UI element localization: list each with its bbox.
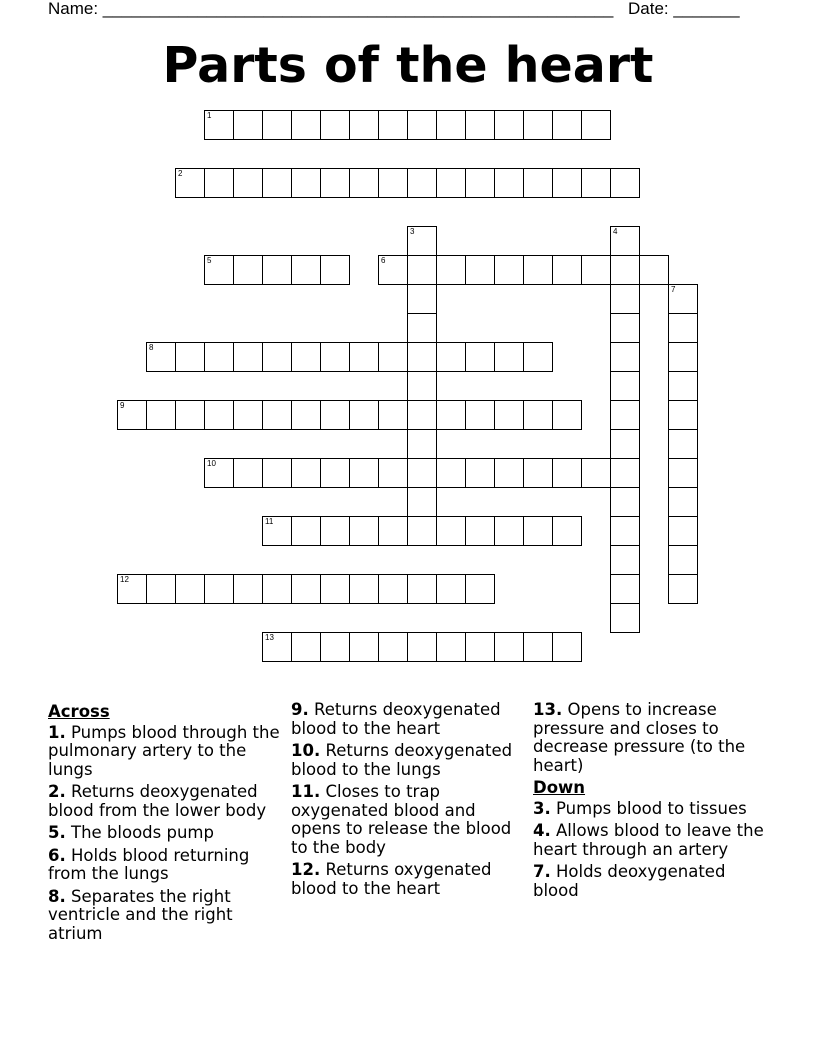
crossword-cell[interactable] — [610, 342, 640, 372]
clue-across-12 — [291, 861, 527, 898]
crossword-cell[interactable] — [465, 255, 495, 285]
crossword-cell[interactable] — [668, 284, 698, 314]
crossword-cell[interactable] — [610, 429, 640, 459]
crossword-cell[interactable] — [262, 342, 292, 372]
cell-number: 6 — [381, 256, 386, 265]
crossword-cell[interactable] — [349, 632, 379, 662]
cell-number: 3 — [410, 227, 415, 236]
cell-number: 10 — [207, 459, 216, 468]
crossword-cell[interactable] — [320, 110, 350, 140]
crossword-cell[interactable] — [349, 458, 379, 488]
clue-text: Separates the right ventricle and the right atrium — [48, 886, 233, 943]
crossword-cell[interactable] — [610, 168, 640, 198]
crossword-cell[interactable] — [581, 168, 611, 198]
crossword-cell[interactable] — [146, 574, 176, 604]
crossword-cell[interactable] — [465, 632, 495, 662]
clue-across-11 — [291, 783, 527, 857]
crossword-cell[interactable] — [378, 632, 408, 662]
clue-number: 13. — [533, 700, 563, 719]
crossword-cell[interactable] — [349, 574, 379, 604]
crossword-cell[interactable] — [407, 516, 437, 546]
crossword-cell[interactable] — [465, 168, 495, 198]
crossword-cell[interactable] — [523, 458, 553, 488]
clue-down-4 — [533, 822, 769, 859]
clue-text: Pumps blood to tissues — [556, 798, 747, 818]
crossword-cell[interactable] — [610, 574, 640, 604]
clue-number: 7. — [533, 862, 551, 881]
crossword-cell[interactable] — [610, 371, 640, 401]
crossword-cell[interactable] — [291, 458, 321, 488]
crossword-cell[interactable] — [465, 400, 495, 430]
crossword-cell[interactable] — [407, 313, 437, 343]
crossword-cell[interactable] — [523, 342, 553, 372]
crossword-cell[interactable] — [523, 400, 553, 430]
crossword-cell[interactable] — [668, 516, 698, 546]
crossword-cell[interactable] — [262, 110, 292, 140]
cell-number: 5 — [207, 256, 212, 265]
crossword-cell[interactable] — [436, 458, 466, 488]
crossword-cell[interactable] — [349, 400, 379, 430]
clue-text: Returns deoxygenated blood to the lungs — [291, 741, 513, 779]
crossword-cell[interactable] — [175, 342, 205, 372]
cell-number: 12 — [120, 575, 129, 584]
crossword-cell[interactable] — [204, 168, 234, 198]
crossword-cell[interactable] — [436, 400, 466, 430]
crossword-cell[interactable] — [407, 226, 437, 256]
clue-across-10 — [291, 742, 527, 779]
crossword-cell[interactable] — [378, 255, 408, 285]
crossword-cell[interactable] — [436, 110, 466, 140]
crossword-cell[interactable] — [233, 255, 263, 285]
crossword-cell[interactable] — [465, 574, 495, 604]
clue-across-13 — [533, 701, 769, 775]
crossword-cell[interactable] — [204, 458, 234, 488]
clue-across-1 — [48, 724, 284, 780]
clue-across-6 — [48, 847, 284, 884]
crossword-cell[interactable] — [320, 342, 350, 372]
crossword-cell[interactable] — [581, 255, 611, 285]
crossword-cell[interactable] — [494, 168, 524, 198]
crossword-cell[interactable] — [378, 110, 408, 140]
crossword-cell[interactable] — [349, 110, 379, 140]
clues-column-3 — [533, 701, 769, 904]
crossword-cell[interactable] — [610, 226, 640, 256]
crossword-cell[interactable] — [233, 574, 263, 604]
crossword-cell[interactable] — [262, 632, 292, 662]
crossword-cell[interactable] — [610, 545, 640, 575]
crossword-cell[interactable] — [378, 168, 408, 198]
crossword-cell[interactable] — [552, 255, 582, 285]
crossword-cell[interactable] — [175, 400, 205, 430]
clue-text: The bloods pump — [71, 823, 214, 842]
crossword-cell[interactable] — [262, 255, 292, 285]
crossword-cell[interactable] — [610, 487, 640, 517]
crossword-cell[interactable] — [291, 574, 321, 604]
crossword-cell[interactable] — [523, 255, 553, 285]
crossword-cell[interactable] — [407, 168, 437, 198]
date-field: Date: _______ — [628, 0, 740, 18]
clue-number: 5. — [48, 823, 66, 842]
crossword-cell[interactable] — [436, 342, 466, 372]
crossword-cell[interactable] — [610, 458, 640, 488]
crossword-cell[interactable] — [436, 574, 466, 604]
clue-number: 9. — [291, 700, 309, 719]
crossword-cell[interactable] — [668, 429, 698, 459]
crossword-cell[interactable] — [320, 632, 350, 662]
crossword-cell[interactable] — [233, 110, 263, 140]
crossword-cell[interactable] — [436, 255, 466, 285]
crossword-cell[interactable] — [465, 110, 495, 140]
crossword-cell[interactable] — [494, 632, 524, 662]
crossword-cell[interactable] — [262, 574, 292, 604]
crossword-cell[interactable] — [349, 516, 379, 546]
crossword-cell[interactable] — [407, 487, 437, 517]
crossword-cell[interactable] — [581, 458, 611, 488]
crossword-cell[interactable] — [610, 313, 640, 343]
crossword-cell[interactable] — [552, 110, 582, 140]
crossword-cell[interactable] — [378, 458, 408, 488]
crossword-cell[interactable] — [407, 574, 437, 604]
crossword-cell[interactable] — [610, 255, 640, 285]
across-heading: Across — [48, 702, 110, 721]
clue-number: 8. — [48, 886, 66, 906]
crossword-cell[interactable] — [668, 342, 698, 372]
crossword-cell[interactable] — [668, 487, 698, 517]
crossword-cell[interactable] — [668, 400, 698, 430]
crossword-cell[interactable] — [378, 516, 408, 546]
crossword-cell[interactable] — [436, 632, 466, 662]
crossword-cell[interactable] — [668, 371, 698, 401]
crossword-cell[interactable] — [407, 284, 437, 314]
crossword-cell[interactable] — [494, 516, 524, 546]
down-heading: Down — [533, 778, 586, 797]
crossword-cell[interactable] — [320, 574, 350, 604]
crossword-cell[interactable] — [523, 516, 553, 546]
cell-number: 4 — [613, 227, 618, 236]
crossword-cell[interactable] — [494, 400, 524, 430]
crossword-cell[interactable] — [668, 313, 698, 343]
clue-text: Opens to increase pressure and closes to decrease pressure (to the heart) — [533, 700, 746, 775]
crossword-cell[interactable] — [204, 574, 234, 604]
crossword-cell[interactable] — [407, 429, 437, 459]
clue-number: 3. — [533, 798, 551, 818]
crossword-cell[interactable] — [407, 255, 437, 285]
clue-number: 4. — [533, 821, 551, 840]
clue-text: Closes to trap oxygenated blood and opens to release the blood to the body — [291, 782, 512, 857]
crossword-cell[interactable] — [291, 110, 321, 140]
crossword-cell[interactable] — [291, 342, 321, 372]
crossword-cell[interactable] — [610, 603, 640, 633]
crossword-cell[interactable] — [291, 255, 321, 285]
clue-text: Pumps blood through the pulmonary artery to the lungs — [48, 722, 280, 779]
crossword-cell[interactable] — [233, 458, 263, 488]
crossword-cell[interactable] — [320, 400, 350, 430]
crossword-cell[interactable] — [378, 574, 408, 604]
crossword-cell[interactable] — [552, 516, 582, 546]
crossword-cell[interactable] — [523, 110, 553, 140]
crossword-cell[interactable] — [523, 168, 553, 198]
crossword-cell[interactable] — [262, 458, 292, 488]
crossword-cell[interactable] — [233, 168, 263, 198]
crossword-cell[interactable] — [262, 516, 292, 546]
crossword-cell[interactable] — [465, 458, 495, 488]
clue-down-3 — [533, 800, 769, 819]
clue-across-9 — [291, 701, 527, 738]
crossword-cell[interactable] — [610, 516, 640, 546]
clue-number: 1. — [48, 722, 66, 742]
crossword-cell[interactable] — [378, 400, 408, 430]
crossword-cell[interactable] — [233, 342, 263, 372]
clue-across-2 — [48, 783, 284, 820]
crossword-cell[interactable] — [668, 458, 698, 488]
crossword-cell[interactable] — [204, 400, 234, 430]
crossword-cell[interactable] — [581, 110, 611, 140]
crossword-cell[interactable] — [320, 516, 350, 546]
crossword-cell[interactable] — [494, 342, 524, 372]
crossword-cell[interactable] — [320, 168, 350, 198]
clue-number: 11. — [291, 782, 321, 801]
clue-across-8 — [48, 888, 284, 944]
clue-down-7 — [533, 863, 769, 900]
crossword-cell[interactable] — [407, 632, 437, 662]
crossword-cell[interactable] — [552, 632, 582, 662]
crossword-cell[interactable] — [407, 110, 437, 140]
name-field: Name: ______________________________________________________ — [48, 0, 614, 18]
crossword-cell[interactable] — [494, 110, 524, 140]
clue-text: Returns oxygenated blood to the heart — [291, 860, 492, 898]
clue-number: 10. — [291, 741, 321, 760]
page-title: Parts of the heart — [162, 37, 654, 94]
crossword-cell[interactable] — [117, 574, 147, 604]
clues-column-2 — [291, 701, 527, 902]
crossword-cell[interactable] — [233, 400, 263, 430]
crossword-cell[interactable] — [320, 255, 350, 285]
crossword-cell[interactable] — [407, 342, 437, 372]
crossword-cell[interactable] — [610, 284, 640, 314]
cell-number: 9 — [120, 401, 125, 410]
crossword-cell[interactable] — [610, 400, 640, 430]
crossword-cell[interactable] — [378, 342, 408, 372]
crossword-cell[interactable] — [552, 458, 582, 488]
cell-number: 2 — [178, 169, 183, 178]
crossword-cell[interactable] — [552, 400, 582, 430]
clue-number: 6. — [48, 845, 66, 865]
crossword-cell[interactable] — [407, 400, 437, 430]
crossword-cell[interactable] — [639, 255, 669, 285]
crossword-cell[interactable] — [175, 168, 205, 198]
crossword-cell[interactable] — [204, 342, 234, 372]
clue-number: 12. — [291, 860, 321, 879]
crossword-cell[interactable] — [117, 400, 147, 430]
clue-text: Holds blood returning from the lungs — [48, 845, 250, 883]
crossword-cell[interactable] — [291, 168, 321, 198]
crossword-cell[interactable] — [175, 574, 205, 604]
crossword-cell[interactable] — [204, 110, 234, 140]
crossword-cell[interactable] — [262, 168, 292, 198]
crossword-cell[interactable] — [465, 516, 495, 546]
crossword-cell[interactable] — [494, 458, 524, 488]
crossword-cell[interactable] — [523, 632, 553, 662]
crossword-cell[interactable] — [407, 371, 437, 401]
clues-column-1 — [48, 701, 284, 947]
clue-text: Allows blood to leave the heart through an artery — [533, 821, 764, 859]
clue-text: Holds deoxygenated blood — [533, 862, 726, 900]
clue-text: Returns deoxygenated blood to the heart — [291, 700, 501, 738]
crossword-cell[interactable] — [204, 255, 234, 285]
crossword-cell[interactable] — [291, 632, 321, 662]
crossword-cell[interactable] — [465, 342, 495, 372]
crossword-cell[interactable] — [349, 168, 379, 198]
crossword-cell[interactable] — [407, 458, 437, 488]
crossword-cell[interactable] — [494, 255, 524, 285]
cell-number: 11 — [265, 517, 274, 526]
cell-number: 7 — [671, 285, 676, 294]
crossword-cell[interactable] — [436, 168, 466, 198]
clue-text: Returns deoxygenated blood from the lower body — [48, 782, 267, 820]
crossword-cell[interactable] — [146, 342, 176, 372]
cell-number: 13 — [265, 633, 274, 642]
cell-number: 1 — [207, 111, 212, 120]
crossword-cell[interactable] — [291, 400, 321, 430]
crossword-cell[interactable] — [668, 545, 698, 575]
crossword-cell[interactable] — [291, 516, 321, 546]
crossword-cell[interactable] — [552, 168, 582, 198]
crossword-cell[interactable] — [349, 342, 379, 372]
crossword-cell[interactable] — [146, 400, 176, 430]
clue-number: 2. — [48, 782, 66, 801]
crossword-cell[interactable] — [320, 458, 350, 488]
crossword-cell[interactable] — [436, 516, 466, 546]
crossword-cell[interactable] — [668, 574, 698, 604]
clue-across-5 — [48, 824, 284, 843]
cell-number: 8 — [149, 343, 154, 352]
crossword-cell[interactable] — [262, 400, 292, 430]
